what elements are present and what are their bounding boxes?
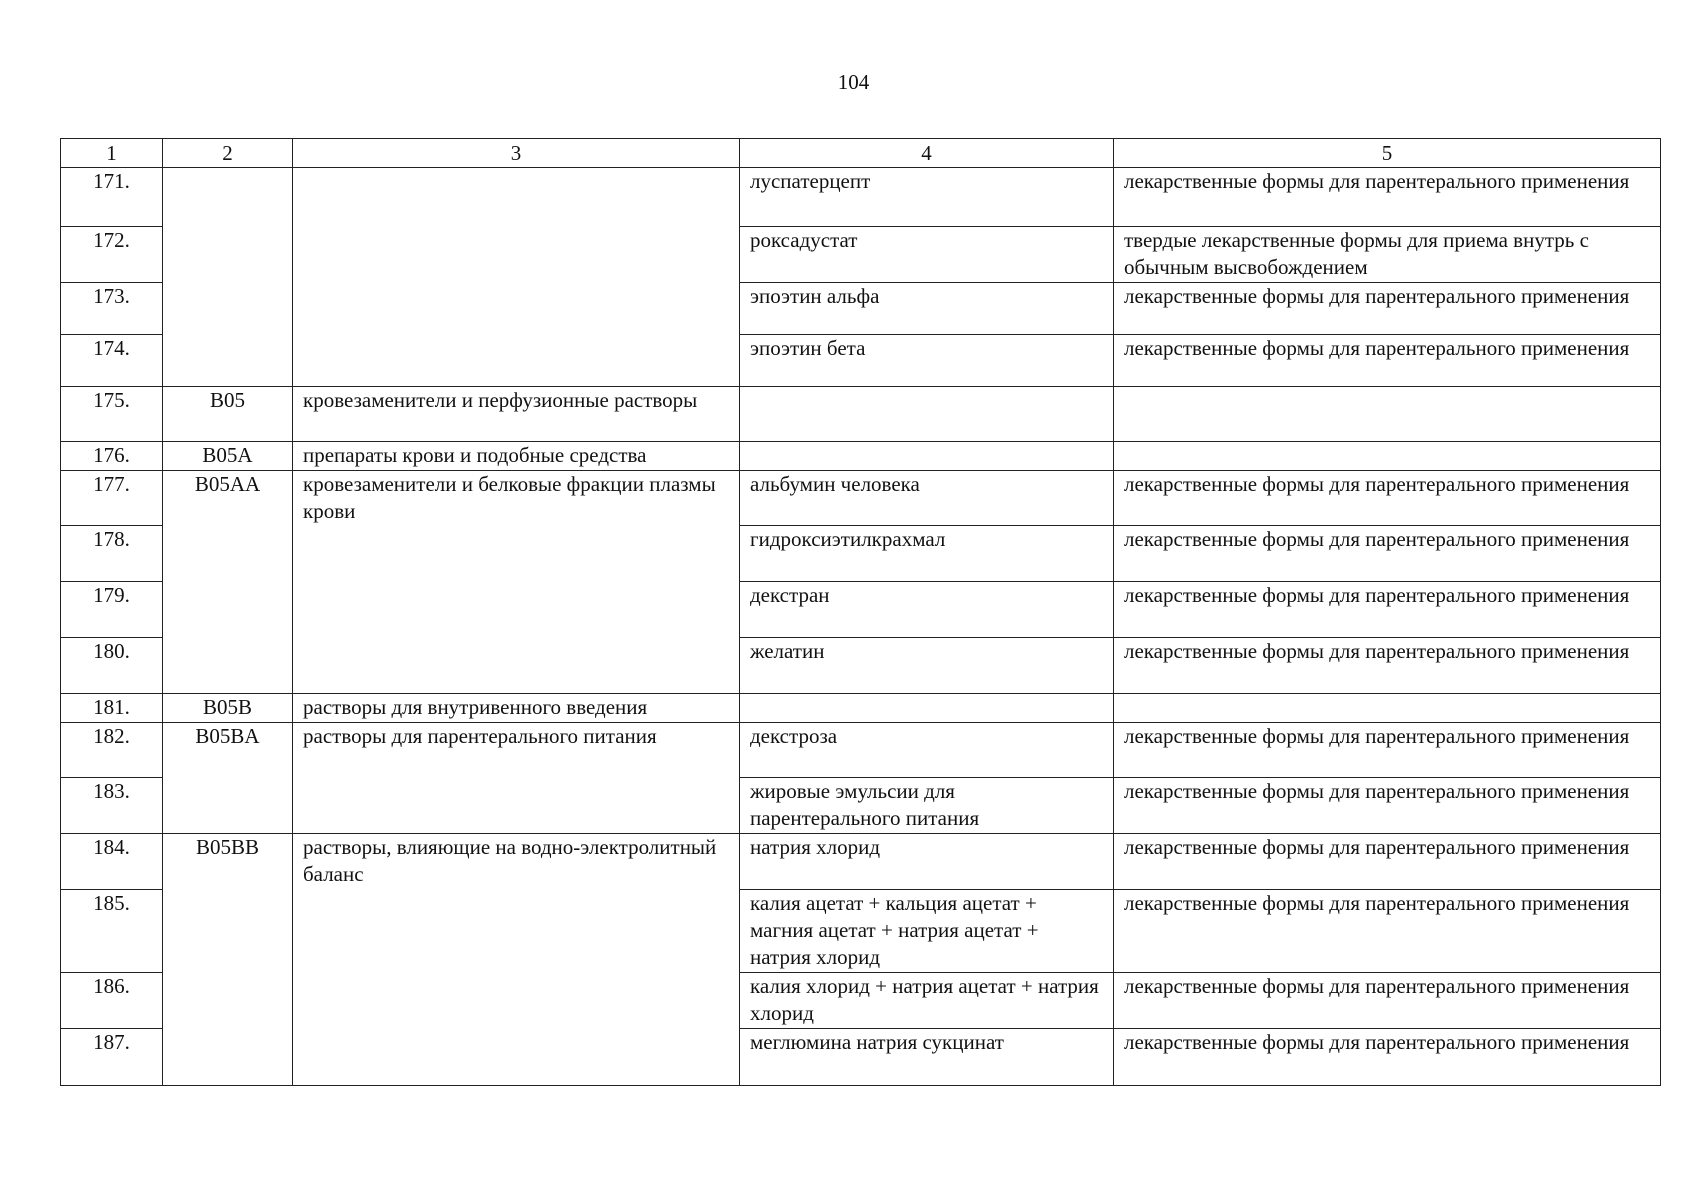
group-cell: [293, 168, 740, 387]
dosage-form: лекарственные формы для парентерального применения: [1114, 973, 1661, 1029]
table-row: [61, 694, 1661, 723]
drug-name: гидроксиэтилкрахмал: [740, 526, 1114, 582]
column-header: 5: [1114, 139, 1661, 168]
header-row: [61, 139, 1661, 168]
row-number: 174.: [61, 335, 163, 387]
atc-code: B05: [163, 387, 293, 442]
row-number: 179.: [61, 582, 163, 638]
dosage-form: лекарственные формы для парентерального применения: [1114, 890, 1661, 973]
drug-name: [740, 442, 1114, 471]
drug-name: натрия хлорид: [740, 834, 1114, 890]
drug-name: [740, 387, 1114, 442]
column-header: 1: [61, 139, 163, 168]
row-number: 173.: [61, 283, 163, 335]
table-row: [61, 387, 1661, 442]
atc-code: B05A: [163, 442, 293, 471]
dosage-form: [1114, 387, 1661, 442]
atc-code: B05BB: [163, 834, 293, 1086]
dosage-form: лекарственные формы для парентерального применения: [1114, 168, 1661, 227]
atc-code: B05AA: [163, 471, 293, 694]
dosage-form: лекарственные формы для парентерального применения: [1114, 335, 1661, 387]
column-header: 4: [740, 139, 1114, 168]
group-name: растворы, влияющие на водно-электролитный баланс: [293, 834, 740, 1086]
drug-name: альбумин человека: [740, 471, 1114, 526]
dosage-form: [1114, 694, 1661, 723]
row-number: 178.: [61, 526, 163, 582]
drug-name: калия хлорид + натрия ацетат + натрия хлорид: [740, 973, 1114, 1029]
dosage-form: лекарственные формы для парентерального применения: [1114, 1029, 1661, 1086]
table-row: [61, 471, 1661, 526]
drug-name: эпоэтин бета: [740, 335, 1114, 387]
row-number: 172.: [61, 227, 163, 283]
drug-name: калия ацетат + кальция ацетат + магния ацетат + натрия ацетат + натрия хлорид: [740, 890, 1114, 973]
group-name: растворы для парентерального питания: [293, 723, 740, 834]
row-number: 182.: [61, 723, 163, 778]
dosage-form: лекарственные формы для парентерального применения: [1114, 723, 1661, 778]
row-number: 181.: [61, 694, 163, 723]
row-number: 186.: [61, 973, 163, 1029]
row-number: 175.: [61, 387, 163, 442]
drug-name: желатин: [740, 638, 1114, 694]
table-row: [61, 834, 1661, 890]
drug-name: декстран: [740, 582, 1114, 638]
row-number: 176.: [61, 442, 163, 471]
drug-name: [740, 694, 1114, 723]
page-number: 104: [837, 70, 870, 94]
table-row: [61, 723, 1661, 778]
atc-code-cell: [163, 168, 293, 387]
group-name: растворы для внутривенного введения: [293, 694, 740, 723]
row-number: 185.: [61, 890, 163, 973]
dosage-form: лекарственные формы для парентерального применения: [1114, 834, 1661, 890]
column-header: 3: [293, 139, 740, 168]
dosage-form: лекарственные формы для парентерального применения: [1114, 471, 1661, 526]
drug-name: эпоэтин альфа: [740, 283, 1114, 335]
group-name: препараты крови и подобные средства: [293, 442, 740, 471]
row-number: 180.: [61, 638, 163, 694]
row-number: 184.: [61, 834, 163, 890]
dosage-form: лекарственные формы для парентерального применения: [1114, 526, 1661, 582]
drug-name: меглюмина натрия сукцинат: [740, 1029, 1114, 1086]
drug-name: декстроза: [740, 723, 1114, 778]
column-header: 2: [163, 139, 293, 168]
row-number: 177.: [61, 471, 163, 526]
group-name: кровезаменители и белковые фракции плазмы крови: [293, 471, 740, 694]
row-number: 171.: [61, 168, 163, 227]
row-number: 183.: [61, 778, 163, 834]
drug-name: луспатерцепт: [740, 168, 1114, 227]
dosage-form: твердые лекарственные формы для приема внутрь с обычным высвобождением: [1114, 227, 1661, 283]
atc-code: B05BA: [163, 723, 293, 834]
drug-name: жировые эмульсии для парентерального питания: [740, 778, 1114, 834]
dosage-form: лекарственные формы для парентерального применения: [1114, 283, 1661, 335]
group-name: кровезаменители и перфузионные растворы: [293, 387, 740, 442]
row-number: 187.: [61, 1029, 163, 1086]
dosage-form: лекарственные формы для парентерального применения: [1114, 778, 1661, 834]
dosage-form: [1114, 442, 1661, 471]
drug-table: [60, 138, 1661, 1086]
dosage-form: лекарственные формы для парентерального применения: [1114, 582, 1661, 638]
drug-name: роксадустат: [740, 227, 1114, 283]
table-row: [61, 168, 1661, 227]
atc-code: B05B: [163, 694, 293, 723]
dosage-form: лекарственные формы для парентерального применения: [1114, 638, 1661, 694]
table-row: [61, 442, 1661, 471]
